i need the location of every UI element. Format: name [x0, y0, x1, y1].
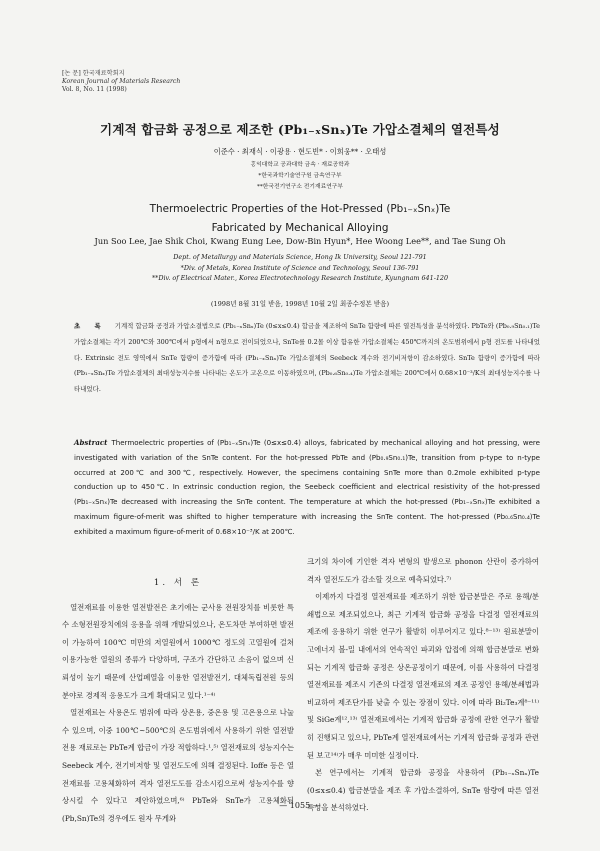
affiliation-ko-1: 홍익대학교 공과대학 금속 · 재료공학과: [250, 162, 350, 168]
abstract-korean: [74, 319, 540, 398]
paragraph: 크기의 차이에 기인한 격자 변형의 발생으로 phonon 산란이 증가하여 격자 열전도도가 감소할 것으로 예측되었다.⁷⁾: [307, 557, 539, 584]
abstract-korean-text: 기계적 합금화 공정과 가압소결법으로 (Pb₁₋ₓSnₓ)Te (0≤x≤0.4) 합금을 제조하여 SnTe 함량에 따른 열전특성을 분석하였다. PbTe와 (Pb₀.₉Sn₀.₁)Te 가압소결체는 각기 200℃와 300℃에서 p형에서 n형으로 전이되었으나, SnTe를 0.2몰 이상 함유한 가압소결체는 450℃까지의 온도범위에서 p형 전도를 나타내었다. Extrinsic 전도 영역에서 SnTe 함량이 증가함에 따라 (Pb₁₋ₓSnₓ)Te 가압소결체의 Seebeck 계수와 전기비저항이 감소하였다. SnTe 함량이 증가함에 따라 (Pb₁₋ₓSnₓ)Te 가압소결체의 최대성능지수를 나타내는 온도가 고온으로 이동하였으며, (Pb₀.₆Sn₀.₄)Te 가압소결체는 200℃에서 0.68×10⁻³/K의 최대성능지수를 나타내었다.: [74, 322, 540, 394]
paragraph: 열전재료는 사용온도 범위에 따라 상온용, 중온용 및 고온용으로 나눌 수 있으며, 이중 100℃~500℃의 온도범위에서 사용하기 위한 열전발전용 재료로는 PbTe계 합금이 가장 적합하다.¹,⁵⁾ 열전재료의 성능지수는 Seebeck 계수, 전기비저항 및 열전도도에 의해 결정된다. Ioffe 등은 열전재료를 고용체화하여 격자 열전도도를 감소시킴으로써 성능지수를 향상시킬 수 있다고 제안하였으며,⁶⁾ PbTe와 SnTe가 고용체화된 (Pb,Sn)Te의 경우에도 원자 무게와: [62, 708, 294, 823]
authors-english: Jun Soo Lee, Jae Shik Choi, Kwang Eung Lee, Dow-Bin Hyun*, Hee Woong Lee**, and Tae Sung Oh: [94, 236, 506, 246]
affiliations-korean: [0, 160, 600, 193]
title-english-line-2: Fabricated by Mechanical Alloying: [211, 222, 389, 234]
paragraph: 이제까지 다결정 열전재료를 제조하기 위한 합금분말은 주로 용해/분쇄법으로 제조되었으나, 최근 기계적 합금화 공정을 다결정 열전재료의 제조에 응용하기 위한 연구가 활발히 이루어지고 있다.⁸⁻¹³⁾ 원료분말이 고에너지 볼-밀 내에서의 연속적인 파괴와 압접에 의해 합금분말로 변화되는 기계적 합금화 공정은 상온공정이기 때문에, 이를 사용하여 다결정 열전재료를 제조시 기존의 다결정 열전재료의 제조 공정인 용해/분쇄법과 비교하여 제조단가를 낮출 수 있는 장점이 있다. 이에 따라 Bi₂Te₃계⁸⁻¹¹⁾ 및 SiGe계¹²,¹³⁾ 열전재료에서는 기계적 합금화 공정에 관한 연구가 활발히 진행되고 있으나, PbTe계 열전재료에서는 기계적 합금화 공정과 관련된 보고¹⁴⁾가 매우 미미한 실정이다.: [307, 592, 539, 760]
authors-korean: 이준수 · 최재식 · 이광용 · 현도빈* · 이희웅** · 오태성: [213, 147, 387, 156]
abstract-english: [74, 436, 540, 540]
journal-header: [62, 70, 180, 94]
abstract-english-text: Thermoelectric properties of (Pb₁₋ₓSnₓ)Te (0≤x≤0.4) alloys, fabricated by mechanical alloying and hot pressing, were investigated with variation of the SnTe content. For the hot-pressed PbTe and (Pb₀.₉Sn₀.₁)Te, transition from p-type to n-type occurred at 200℃ and 300℃, respectively. However, the specimens containing SnTe more than 0.2mole exhibited p-type conduction up to 450℃. In extrinsic conduction region, the Seebeck coefficient and electrical resistivity of the hot-pressed (Pb₁₋ₓSnₓ)Te decreased with increasing the SnTe content. The temperature at which the hot-pressed (Pb₁₋ₓSnₓ)Te exhibited a maximum figure-of-merit was shifted to higher temperature with increasing the SnTe content. The hot-pressed (Pb₀.₆Sn₀.₄)Te exhibited a maximum figure-of-merit of 0.68×10⁻³/K at 200℃.: [74, 438, 540, 536]
body-column-right: [307, 553, 539, 817]
journal-name-ko: [논 문] 한국재료학회지: [62, 70, 125, 77]
affiliation-en-3: **Div. of Electrical Mater., Korea Electrotechnology Research Institute, Kyungnam 641-120: [151, 274, 449, 282]
body-column-left: [62, 575, 294, 827]
affiliation-en-1: Dept. of Metallurgy and Materials Science, Hong Ik University, Seoul 121-791: [173, 253, 427, 261]
abstract-korean-label: 초 록: [74, 322, 107, 330]
journal-volume: Vol. 8, No. 11 (1998): [62, 86, 127, 93]
abstract-english-label: Abstract: [74, 438, 108, 447]
paragraph: 본 연구에서는 기계적 합금화 공정을 사용하여 (Pb₁₋ₓSnₓ)Te (0≤x≤0.4) 합금분말을 제조 후 가압소결하여, SnTe 함량에 따른 열전특성을 분석하였다.: [307, 768, 539, 813]
journal-name-en: Korean Journal of Materials Research: [62, 78, 181, 85]
title-korean: 기계적 합금화 공정으로 제조한 (Pb₁₋ₓSnₓ)Te 가압소결체의 열전특성: [100, 122, 500, 137]
affiliation-en-2: *Div. of Metals, Korea Institute of Science and Technology, Seoul 136-791: [180, 263, 420, 272]
received-dates: (1998년 8월 31일 받음, 1998년 10월 2일 최종수정본 받음): [210, 300, 390, 308]
title-english-line-1: Thermoelectric Properties of the Hot-Pressed (Pb₁₋ₓSnₓ)Te: [149, 203, 451, 215]
paragraph: 열전재료를 이용한 열전발전은 초기에는 군사용 전원장치를 비롯한 특수 소형전원장치에의 응용을 위해 개발되었으나, 온도차만 부여하면 발전이 가능하여 100℃ 미만의 저열원에서 1000℃ 정도의 고열원에 걸쳐 이용가능한 열원의 종류가 다양하며, 구조가 간단하고 소음이 없으며 신뢰성이 높기 때문에 산업폐열을 이용한 열전발전기, 대체독립전원 등의 분야로 경제적 응용도가 크게 확대되고 있다.¹⁻⁴⁾: [62, 602, 294, 700]
affiliation-ko-2: *한국과학기술연구원 금속연구부: [258, 173, 342, 179]
title-english: [0, 200, 600, 238]
section-heading-introduction: 1. 서 론: [153, 578, 203, 588]
affiliation-ko-3: **한국전기연구소 전기재료연구부: [256, 184, 344, 190]
affiliations-english: [0, 252, 600, 284]
page-number: — 1055 —: [279, 801, 321, 810]
